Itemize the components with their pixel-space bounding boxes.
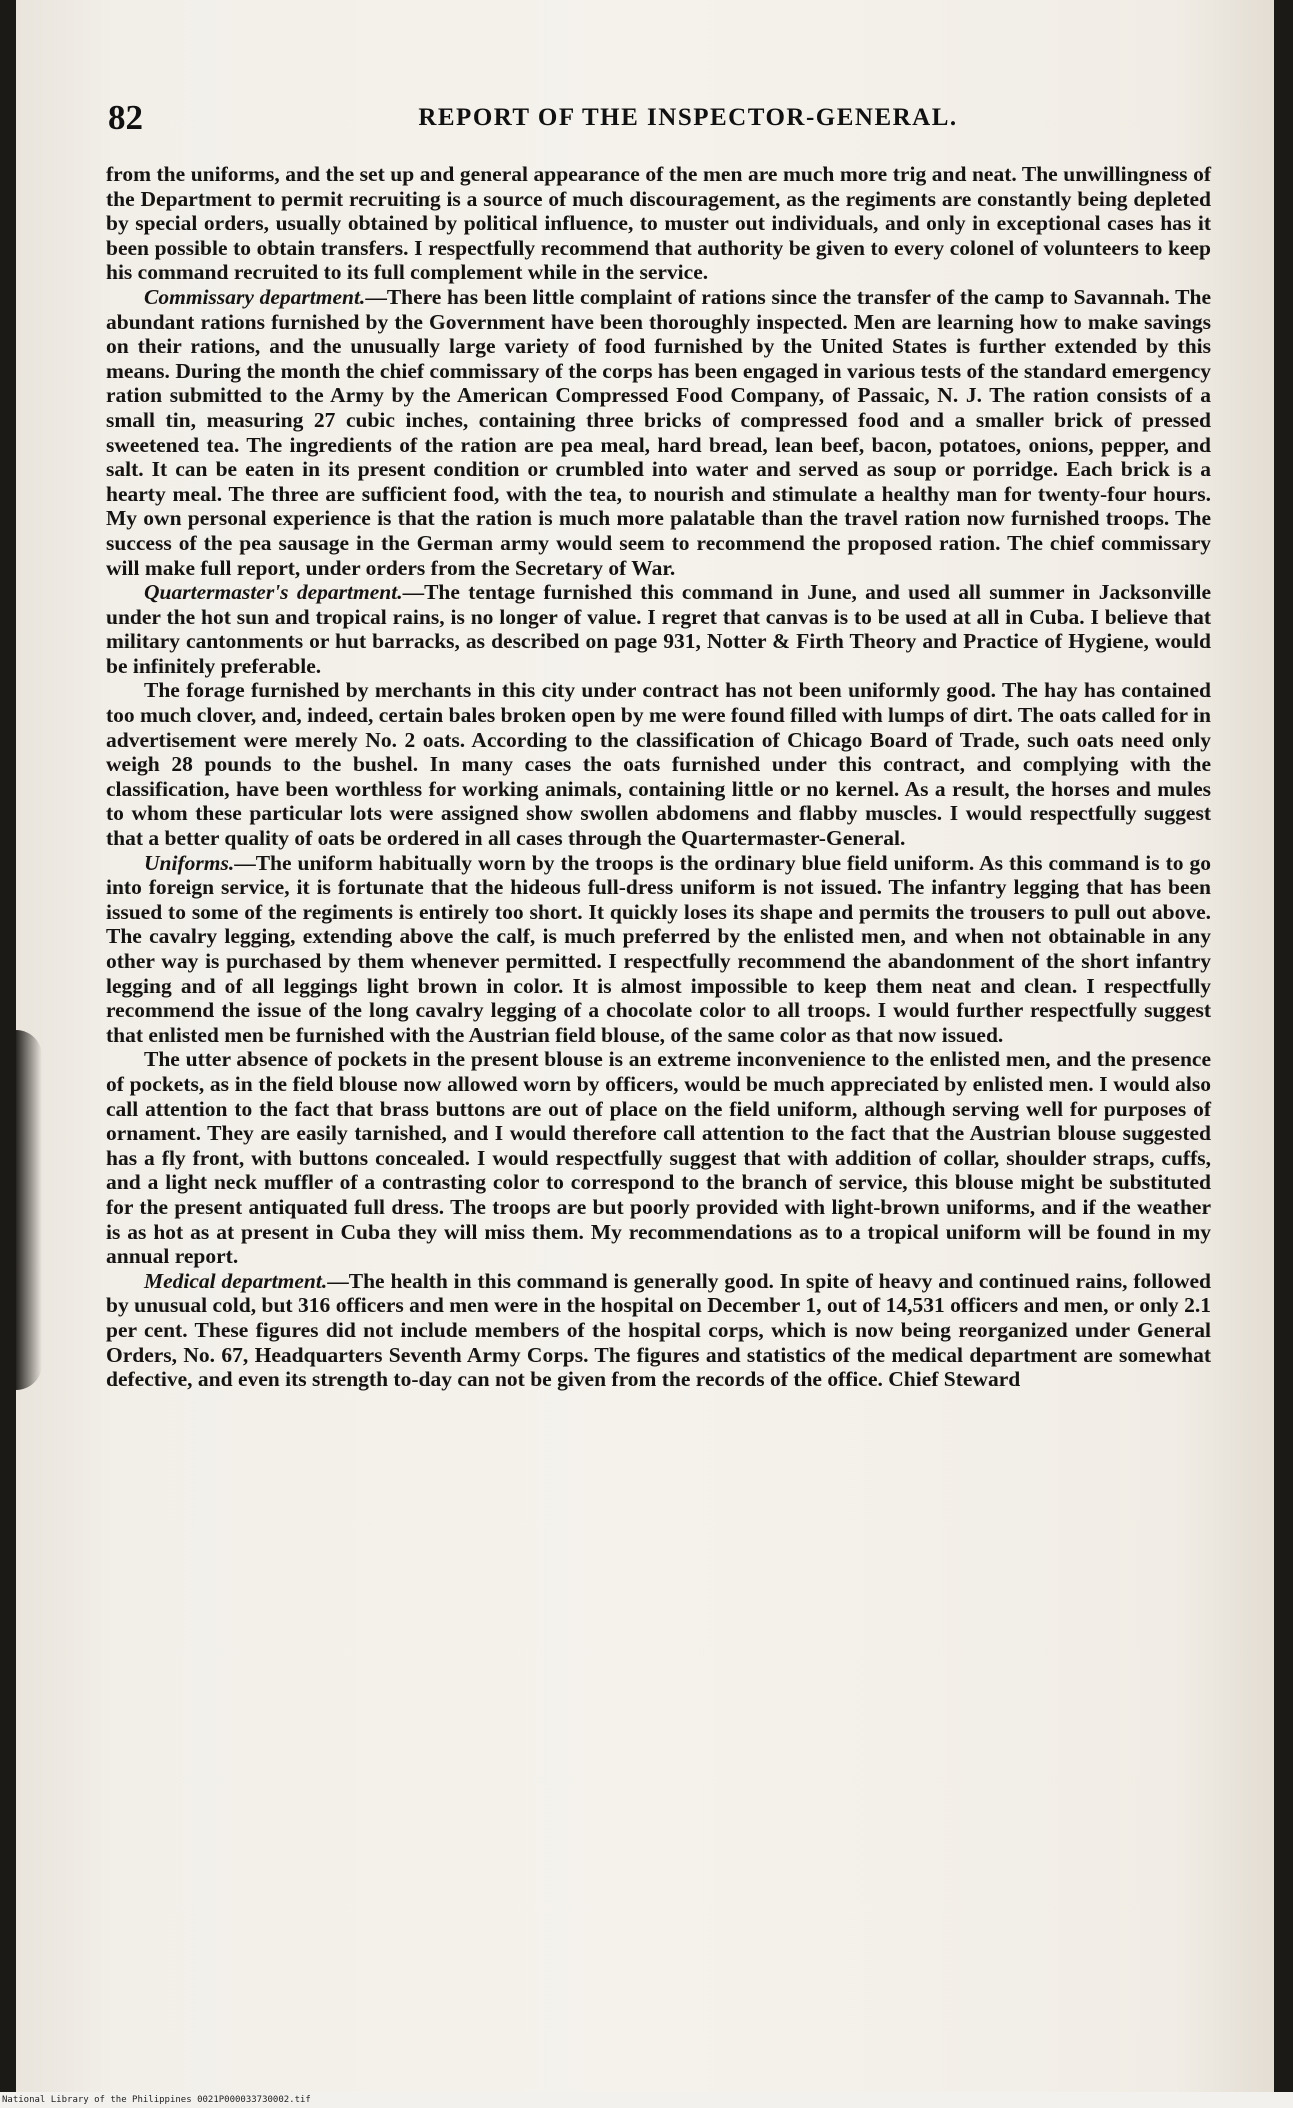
paragraph-text: —The tentage furnished this command in June, and used all summer in Jacksonville under the hot sun and tropical rains, is no longer of value. I regret that canvas is to be used at all in Cuba. I believe that military cantonments or hut barracks, as described on page 931, Notter & Firth Theory and Practice of Hygiene, would be infinitely preferable. xyxy=(106,580,1211,678)
scan-label: National Library of the Philippines 0021P000033730002.tif xyxy=(2,2095,311,2105)
paragraph-forage xyxy=(106,678,1211,850)
paragraph-text: The utter absence of pockets in the present blouse is an extreme inconvenience to the enlisted men, and the presence of pockets, as in the field blouse now allowed worn by officers, would be much appreciated by enlisted men. I would also call attention to the fact that brass buttons are out of place on the field uniform, although serving well for purposes of ornament. They are easily tarnished, and I would therefore call attention to the fact that the Austrian blouse suggested has a fly front, with buttons concealed. I would respectfully suggest that with addition of collar, shoulder straps, cuffs, and a light neck muffler of a contrasting color to correspond to the branch of service, this blouse might be substituted for the present antiquated full dress. The troops are but poorly provided with light-brown uniforms, and if the weather is as hot as at present in Cuba they will miss them. My recommendations as to a tropical uniform will be found in my annual report. xyxy=(106,1047,1211,1269)
paragraph-pockets xyxy=(106,1047,1211,1268)
body-text xyxy=(106,162,1211,1392)
page-header xyxy=(108,98,1208,138)
paragraph-text: —The health in this command is generally good. In spite of heavy and continued rains, followed by unusual cold, but 316 officers and men were in the hospital on December 1, out of 14,531 officers and men, or only 2.1 per cent. These figures did not include members of the hospital corps, which is now being reorganized under General Orders, No. 67, Headquarters Seventh Army Corps. The figures and statistics of the medical department are somewhat defective, and even its strength to-day can not be given from the records of the office. Chief Steward xyxy=(106,1268,1211,1392)
paragraph-quartermaster xyxy=(106,580,1211,678)
paragraph-medical xyxy=(106,1269,1211,1392)
paragraph-recruiting xyxy=(106,162,1211,285)
running-head: REPORT OF THE INSPECTOR-GENERAL. xyxy=(418,104,958,131)
section-heading-medical: Medical department. xyxy=(144,1268,328,1293)
page-number: 82 xyxy=(108,98,143,137)
scan-footer xyxy=(0,2092,1293,2108)
scanned-page xyxy=(16,0,1274,2092)
binding-shadow xyxy=(16,1030,42,1390)
section-heading-quartermaster: Quartermaster's department. xyxy=(144,580,403,605)
section-heading-commissary: Commissary department. xyxy=(144,284,366,309)
paragraph-text: —There has been little complaint of rations since the transfer of the camp to Savannah. The abundant rations furnished by the Government have been thoroughly inspected. Men are learning how to make savings on their rations, and the unusually large variety of food furnished by the United States is further extended by this means. During the month the chief commissary of the corps has been engaged in various tests of the standard emergency ration submitted to the Army by the American Compressed Food Company, of Passaic, N. J. The ration consists of a small tin, measuring 27 cubic inches, containing three bricks of compressed food and a smaller brick of pressed sweetened tea. The ingredients of the ration are pea meal, hard bread, lean beef, bacon, potatoes, onions, pepper, and salt. It can be eaten in its present condition or crumbled into water and served as soup or porridge. Each brick is a hearty meal. The three are sufficient food, with the tea, to nourish and stimulate a healthy man for twenty-four hours. My own personal experience is that the ration is much more palatable than the travel ration now furnished troops. The success of the pea sausage in the German army would seem to recommend the proposed ration. The chief commissary will make full report, under orders from the Secretary of War. xyxy=(106,284,1212,580)
paragraph-commissary xyxy=(106,285,1211,580)
paragraph-text: —The uniform habitually worn by the troops is the ordinary blue field uniform. As this command is to go into foreign service, it is fortunate that the hideous full-dress uniform is not issued. The infantry legging that has been issued to some of the regiments is entirely too short. It quickly loses its shape and permits the trousers to pull out above. The cavalry legging, extending above the calf, is much preferred by the enlisted men, and when not obtainable in any other way is purchased by them whenever permitted. I respectfully recommend the abandonment of the short infantry legging and of all leggings light brown in color. It is almost impossible to keep them neat and clean. I respectfully recommend the issue of the long cavalry legging of a chocolate color to all troops. I would further respectfully suggest that enlisted men be furnished with the Austrian field blouse, of the same color as that now issued. xyxy=(106,850,1211,1047)
paragraph-text: from the uniforms, and the set up and general appearance of the men are much more trig and neat. The unwillingness of the Department to permit recruiting is a source of much discouragement, as the regiments are constantly being depleted by special orders, usually obtained by political influence, to muster out individuals, and only in exceptional cases has it been possible to obtain transfers. I respectfully recommend that authority be given to every colonel of volunteers to keep his command recruited to its full complement while in the service. xyxy=(106,162,1211,285)
paragraph-text: The forage furnished by merchants in this city under contract has not been uniformly good. The hay has contained too much clover, and, indeed, certain bales broken open by me were found filled with lumps of dirt. The oats called for in advertisement were merely No. 2 oats. According to the classification of Chicago Board of Trade, such oats need only weigh 28 pounds to the bushel. In many cases the oats furnished under this contract, and complying with the classification, have been worthless for working animals, containing little or no kernel. As a result, the horses and mules to whom these particular lots were assigned show swollen abdomens and flabby muscles. I would respectfully suggest that a better quality of oats be ordered in all cases through the Quartermaster-General. xyxy=(106,678,1211,851)
paragraph-uniforms xyxy=(106,851,1211,1048)
section-heading-uniforms: Uniforms. xyxy=(144,850,235,875)
